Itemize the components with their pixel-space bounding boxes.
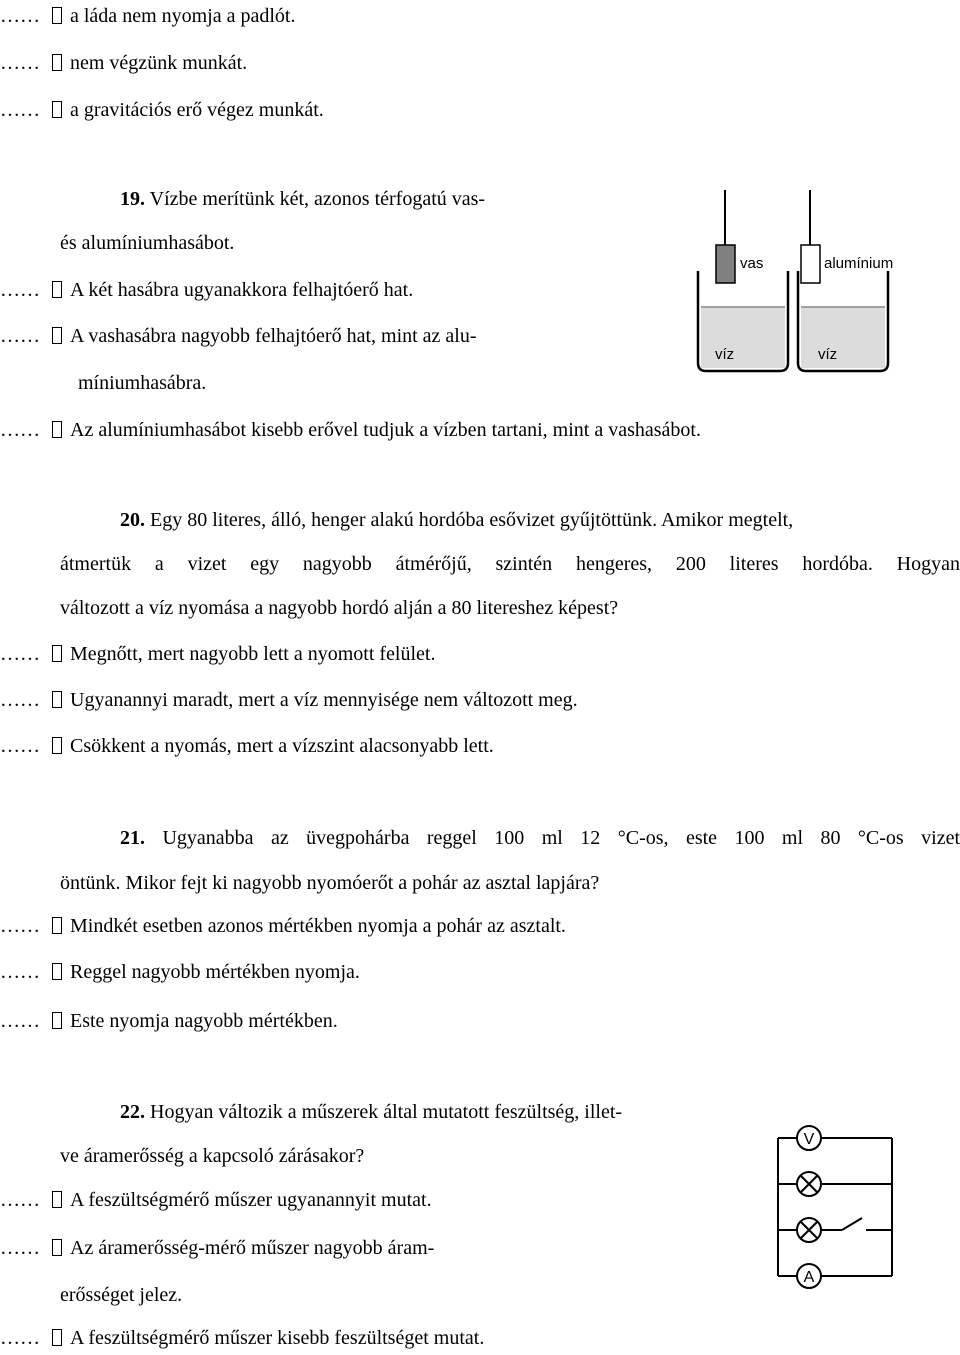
answer-blank[interactable]: …… — [0, 1010, 40, 1032]
q21-option-2[interactable] — [0, 960, 360, 984]
checkbox-icon[interactable] — [52, 963, 62, 980]
left-water — [701, 307, 785, 368]
question-text: Vízbe merítünk két, azonos térfogatú vas- — [149, 188, 486, 210]
option-text: A két hasábra ugyanakkora felhajtóerő hat. — [70, 279, 414, 301]
option-text: A feszültségmérő műszer ugyanannyit mutat. — [70, 1189, 432, 1211]
answer-blank[interactable]: …… — [0, 735, 40, 757]
answer-blank[interactable]: …… — [0, 5, 40, 27]
checkbox-icon[interactable] — [52, 327, 62, 344]
checkbox-icon[interactable] — [52, 1191, 62, 1208]
checkbox-icon[interactable] — [52, 737, 62, 754]
q20-question-cont-1: átmertük a vizet egy nagyobb átmérőjű, szintén hengeres, 200 literes hordóba. Hogyan — [60, 553, 960, 575]
q22-option-2[interactable] — [0, 1236, 434, 1260]
q21-option-3[interactable] — [0, 1009, 338, 1033]
q21-question-cont: öntünk. Mikor fejt ki nagyobb nyomóerőt a pohár az asztal lapjára? — [60, 872, 600, 894]
iron-label: vas — [740, 255, 764, 272]
option-text: Megnőtt, mert nagyobb lett a nyomott felület. — [70, 643, 436, 665]
q22-option-3[interactable] — [0, 1326, 484, 1350]
ammeter-label: A — [803, 1269, 815, 1286]
checkbox-icon[interactable] — [52, 1012, 62, 1029]
right-water — [801, 307, 885, 368]
q20-question — [120, 508, 793, 532]
q22-question — [120, 1100, 622, 1124]
answer-blank[interactable]: …… — [0, 643, 40, 665]
option-text: A feszültségmérő műszer kisebb feszültséget mutat. — [70, 1327, 485, 1349]
circuit-figure — [770, 1118, 900, 1302]
q19-question-cont: és alumíniumhasábot. — [60, 232, 235, 254]
option-text: Az áramerősség-mérő műszer nagyobb áram- — [70, 1237, 435, 1259]
checkbox-icon[interactable] — [52, 917, 62, 934]
checkbox-icon[interactable] — [52, 691, 62, 708]
question-text: Egy 80 literes, álló, henger alakú hordóba esővizet gyűjtöttünk. Amikor megtelt, — [150, 509, 794, 531]
option-text: Mindkét esetben azonos mértékben nyomja a pohár az asztalt. — [70, 915, 566, 937]
water-label-right: víz — [818, 346, 838, 363]
answer-blank[interactable]: …… — [0, 279, 40, 301]
question-text: Ugyanabba az üvegpohárba reggel 100 ml 12 °C-os, este 100 ml 80 °C-os vizet — [162, 827, 960, 849]
water-label-left: víz — [715, 346, 735, 363]
answer-blank[interactable]: …… — [0, 1237, 40, 1259]
aluminium-label: alumínium — [824, 255, 894, 272]
option-text: A vashasábra nagyobb felhajtóerő hat, mint az alu- — [70, 325, 477, 347]
q21-question — [120, 826, 960, 850]
q18-option-3[interactable] — [0, 98, 324, 122]
option-text: Ugyanannyi maradt, mert a víz mennyisége nem változott meg. — [70, 689, 578, 711]
answer-blank[interactable]: …… — [0, 1189, 40, 1211]
option-text: a gravitációs erő végez munkát. — [70, 99, 324, 121]
answer-blank[interactable]: …… — [0, 915, 40, 937]
q20-question-cont-2: változott a víz nyomása a nagyobb hordó alján a 80 litereshez képest? — [60, 597, 619, 619]
question-text: Hogyan változik a műszerek által mutatott feszültség, illet- — [150, 1101, 623, 1123]
answer-blank[interactable]: …… — [0, 325, 40, 347]
option-text: Csökkent a nyomás, mert a vízszint alacsonyabb lett. — [70, 735, 494, 757]
checkbox-icon[interactable] — [52, 645, 62, 662]
option-text: a láda nem nyomja a padlót. — [70, 5, 296, 27]
checkbox-icon[interactable] — [52, 7, 62, 24]
checkbox-icon[interactable] — [52, 101, 62, 118]
question-number: 20. — [120, 509, 145, 531]
q19-option-2[interactable] — [0, 324, 477, 348]
q18-option-2[interactable] — [0, 51, 247, 75]
option-text: Reggel nagyobb mértékben nyomja. — [70, 961, 360, 983]
question-number: 22. — [120, 1101, 145, 1123]
question-number: 21. — [120, 827, 145, 849]
checkbox-icon[interactable] — [52, 421, 62, 438]
answer-blank[interactable]: …… — [0, 961, 40, 983]
switch-icon — [842, 1218, 862, 1230]
checkbox-icon[interactable] — [52, 1329, 62, 1346]
checkbox-icon[interactable] — [52, 1239, 62, 1256]
q22-question-cont: ve áramerősség a kapcsoló zárásakor? — [60, 1145, 365, 1167]
answer-blank[interactable]: …… — [0, 52, 40, 74]
checkbox-icon[interactable] — [52, 54, 62, 71]
q19-option-3[interactable] — [0, 418, 701, 442]
answer-blank[interactable]: …… — [0, 419, 40, 441]
buoyancy-figure — [690, 185, 915, 375]
option-text: Az alumíniumhasábot kisebb erővel tudjuk a vízben tartani, mint a vashasábot. — [70, 419, 701, 441]
q19-question — [120, 187, 485, 211]
answer-blank[interactable]: …… — [0, 689, 40, 711]
q22-option-2-cont: erősséget jelez. — [60, 1284, 183, 1306]
answer-blank[interactable]: …… — [0, 1327, 40, 1349]
answer-blank[interactable]: …… — [0, 99, 40, 121]
q20-option-1[interactable] — [0, 642, 435, 666]
question-number: 19. — [120, 188, 145, 210]
option-text: nem végzünk munkát. — [70, 52, 248, 74]
q20-option-2[interactable] — [0, 688, 578, 712]
option-text: Este nyomja nagyobb mértékben. — [70, 1010, 338, 1032]
q19-option-2-cont: míniumhasábra. — [78, 372, 207, 394]
aluminium-block — [801, 245, 820, 283]
iron-block — [716, 245, 735, 283]
q20-option-3[interactable] — [0, 734, 494, 758]
voltmeter-label: V — [803, 1131, 815, 1148]
q19-option-1[interactable] — [0, 278, 413, 302]
q18-option-1[interactable] — [0, 4, 295, 28]
checkbox-icon[interactable] — [52, 281, 62, 298]
q21-option-1[interactable] — [0, 914, 566, 938]
q22-option-1[interactable] — [0, 1188, 432, 1212]
